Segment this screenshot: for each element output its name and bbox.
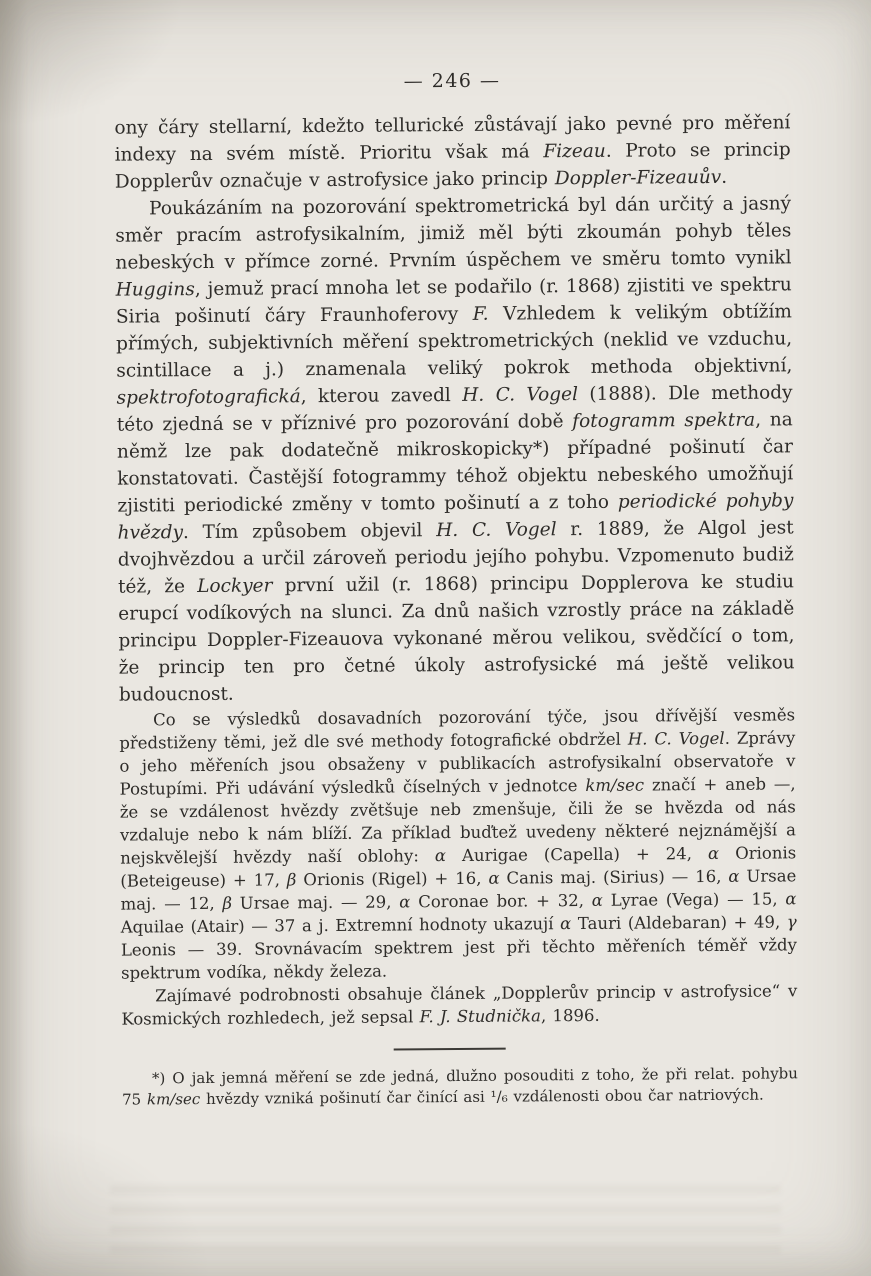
italic-text-run: fotogramm spektra [572, 409, 756, 433]
italic-text-run: α [399, 892, 411, 912]
page-content [114, 67, 798, 1109]
text-run: Leonis — 39. Srovnávacím spektrem jest při těchto měřeních téměř vždy spektrum vodíka, někdy železa. [120, 935, 797, 983]
text-run: . [721, 166, 728, 188]
page-bleedthrough-texture [110, 1182, 781, 1254]
italic-text-run: β [222, 893, 233, 913]
italic-text-run: Fizeau [543, 140, 606, 163]
italic-text-run: F. J. Studnička [419, 1006, 542, 1027]
italic-text-run: H. C. Vogel [436, 519, 557, 542]
text-run: Zajímavé podrobnosti obsahuje článek „Dopplerův princip v astrofysice“ v Kosmických rozhledech, jež sepsal [121, 981, 798, 1029]
italic-text-run: F. [472, 303, 489, 325]
text-run: Co se výsledků dosavadních pozorování týče, jsou dřívější vesměs předstiženy těmi, jež dle své methody fotografické obdržel [119, 705, 796, 753]
italic-text-run: α [707, 843, 720, 864]
text-block [114, 109, 797, 1030]
paragraph [119, 703, 797, 984]
text-run: Poukázáním na pozorování spektrometrická byl dán určitý a jasný směr pracím astrofysikalním, jimiž měl býti zkoumán pohyb těles nebeských v přímce zorné. Prvním úspěchem ve směru tomto vynikl [115, 193, 792, 274]
text-run: značí + aneb —, že se vzdálenost hvězdy zvětšuje neb zmenšuje, čili že se hvězda od nás vzdaluje nebo k nám blíží. Za příklad buďtež uvedeny některé nejznámější a nejskvělejší hvězdy naší oblohy: [119, 774, 797, 868]
page-number: — 246 — [403, 69, 501, 93]
text-run: Orionis (Beteigeuse) + 17, [120, 843, 797, 891]
text-run: Orionis (Rigel) + 16, [296, 868, 489, 890]
text-run: (1888). Dle methody této zjedná se v příznivé pro pozorování době [116, 382, 793, 436]
text-run: , 1896. [540, 1005, 600, 1026]
text-run: . Zprávy o jeho měřeních jsou obsaženy v publikacích astrofysikalní observatoře v Postupími. Při udávání výsledků číselných v jednotce [119, 728, 796, 799]
italic-text-run: α [434, 846, 447, 866]
text-run: Lyrae (Vega) — 15, [602, 889, 786, 910]
text-run: , na němž lze pak dodatečně mikroskopicky*) případné pošinutí čar konstatovati. Častější fotogrammy téhož objektu nebeského umožňují zjistiti periodické změny v tomto pošinutí a z toho [116, 409, 794, 517]
italic-text-run: α [560, 914, 572, 934]
italic-text-run: Huggins [115, 279, 195, 301]
text-run: *) O jak jemná měření se zde jedná, dlužno posouditi z toho, že při relat. pohybu 75 [122, 1064, 798, 1109]
text-run: , jemuž prací mnoha let se podařilo (r. 1868) zjistiti ve spektru Siria pošinutí čáry Fraunhoferovy [115, 274, 792, 328]
text-run: Ursae maj. — 12, [120, 866, 797, 914]
paragraph [115, 190, 795, 708]
italic-text-run: α [785, 889, 797, 909]
italic-text-run: β [286, 870, 297, 890]
text-run: ony čáry stellarní, kdežto tellurické zůstávají jako pevné pro měření indexy na svém místě. Prioritu však má [114, 112, 791, 166]
text-run: Tauri (Aldebaran) + 49, [571, 912, 787, 934]
text-run: , kterou zavedl [300, 384, 463, 408]
text-run: r. 1889, že Algol jest dvojhvězdou a určil zároveň periodu jejího pohybu. Vzpomenuto budiž též, že [117, 517, 794, 598]
text-run: hvězdy vzniká pošinutí čar činící asi ¹/₆ vzdálenosti obou čar natriových. [200, 1085, 764, 1108]
italic-text-run: spektrofotografická [116, 386, 301, 409]
text-run: Aquilae (Atair) — 37 a j. Extremní hodnoty ukazují [120, 914, 561, 937]
italic-text-run: periodické pohyby hvězdy [117, 490, 794, 544]
paragraph [114, 109, 791, 195]
text-run: první užil (r. 1868) principu Dopplerova ke studiu erupcí vodíkových na slunci. Za dnů našich vzrostly práce na základě principu Doppler-Fizeauova vykonané měrou velikou, svědčící o tom, že princip ten pro četné úkoly astrofysické má ještě velikou budoucnost. [118, 571, 795, 706]
italic-text-run: α [591, 890, 603, 910]
text-run: Coronae bor. + 32, [410, 890, 592, 912]
text-run: Canis maj. (Sirius) — 16, [499, 866, 729, 888]
text-run: . Tím způsobem objevil [182, 520, 437, 544]
italic-text-run: H. C. Vogel [462, 384, 579, 406]
text-run: Vzhledem k velikým obtížím přímých, subjektivních měření spektrometrických (neklid ve vzduchu, scintillace a j.) znamenala veliký pokrok methoda objektivní, [116, 301, 793, 382]
italic-text-run: H. C. Vogel [627, 728, 725, 749]
italic-text-run: km/sec [146, 1089, 201, 1108]
italic-text-run: Lockyer [197, 575, 273, 598]
text-run: Ursae maj. — 29, [231, 892, 400, 913]
italic-text-run: Doppler-Fizeauův [554, 166, 722, 190]
paragraph [121, 979, 797, 1030]
italic-text-run: α [488, 868, 500, 888]
footnote [122, 1063, 798, 1109]
italic-text-run: α [728, 866, 740, 886]
italic-text-run: γ [786, 912, 797, 932]
text-run: Aurigae (Capella) + 24, [445, 844, 709, 866]
italic-text-run: km/sec [585, 775, 645, 795]
footnote-separator [394, 1048, 506, 1051]
text-run: . Proto se princip Dopplerův označuje v astrofysice jako princip [114, 139, 791, 193]
